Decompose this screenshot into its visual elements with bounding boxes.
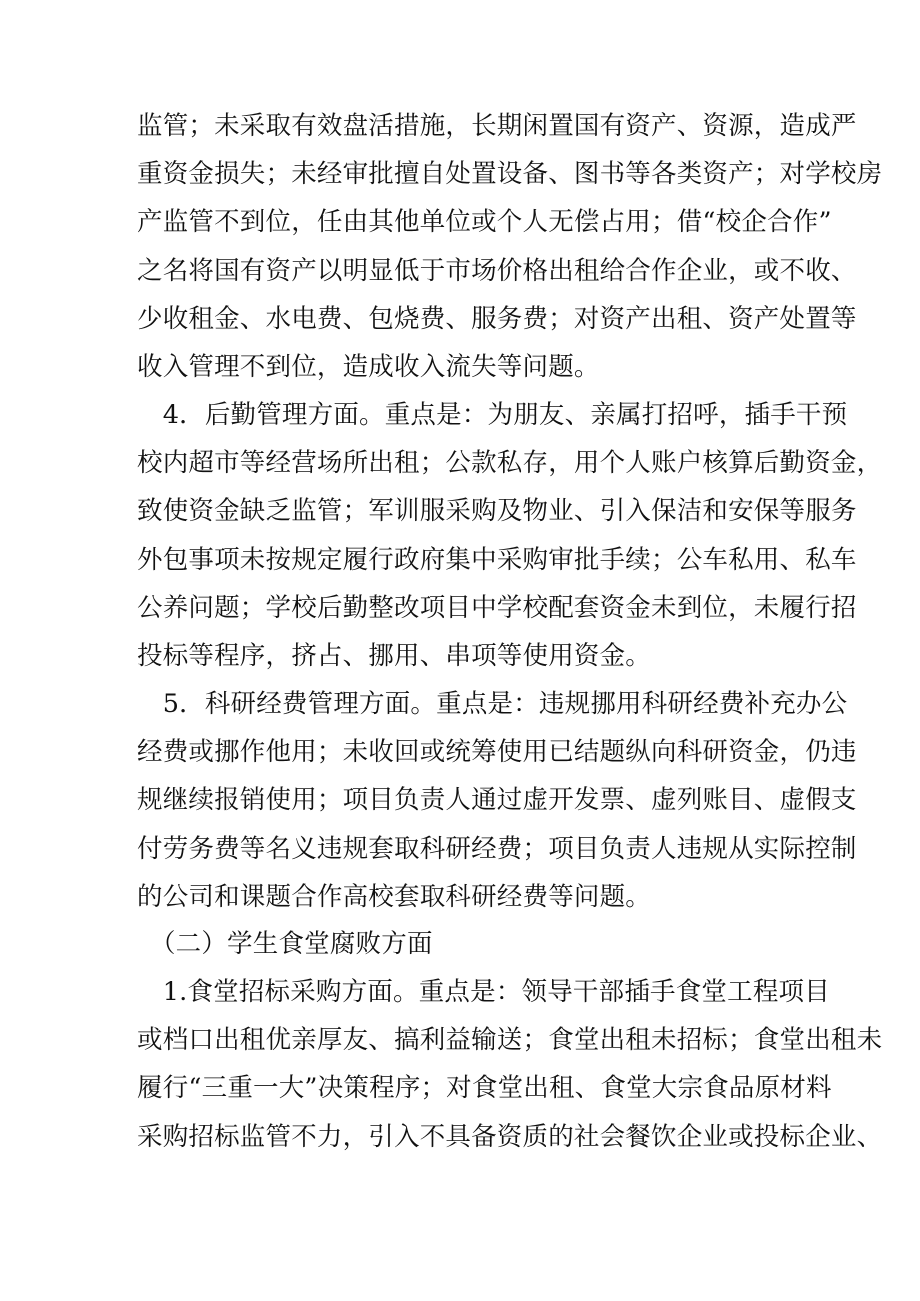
text-line: 经费或挪作他用；未收回或统筹使用已结题纵向科研资金，仍违 [137, 737, 857, 768]
text-line: 履行“三重一大”决策程序；对食堂出租、食堂大宗食品原材料 [137, 1073, 832, 1104]
text-line: 公养问题；学校后勤整改项目中学校配套资金未到位，未履行招 [137, 592, 857, 623]
text-line: 重资金损失；未经审批擅自处置设备、图书等各类资产；对学校房 [137, 159, 883, 190]
text-line: 5．科研经费管理方面。重点是：违规挪用科研经费补充办公 [137, 689, 848, 719]
text-line: 投标等程序，挤占、挪用、串项等使用资金。 [137, 640, 652, 671]
section-heading-student-canteen [137, 920, 797, 968]
paragraph-asset-management-continued [137, 102, 883, 391]
text-line: 产监管不到位，任由其他单位或个人无偿占用；借“校企合作” [137, 207, 832, 238]
text-line: 1.食堂招标采购方面。重点是：领导干部插手食堂工程项目 [137, 977, 830, 1007]
section-heading: （二）学生食堂腐败方面 [137, 929, 433, 959]
text-line: 规继续报销使用；项目负责人通过虚开发票、虚列账目、虚假支 [137, 785, 857, 816]
text-line: 致使资金缺乏监管；军训服采购及物业、引入保洁和安保等服务 [137, 496, 857, 527]
text-line: 之名将国有资产以明显低于市场价格出租给合作企业，或不收、 [137, 255, 857, 286]
text-line: 校内超市等经营场所出租；公款私存，用个人账户核算后勤资金， [137, 448, 883, 479]
text-line: 收入管理不到位，造成收入流失等问题。 [137, 351, 600, 382]
text-line: 的公司和课题合作高校套取科研经费等问题。 [137, 881, 652, 912]
text-line: 外包事项未按规定履行政府集中采购审批手续；公车私用、私车 [137, 544, 857, 575]
text-line: 少收租金、水电费、包烧费、服务费；对资产出租、资产处置等 [137, 303, 857, 334]
paragraph-item-1-canteen-bidding [137, 968, 883, 1161]
text-line: 采购招标监管不力，引入不具备资质的社会餐饮企业或投标企业、 [137, 1121, 883, 1152]
text-line: 监管；未采取有效盘活措施，长期闲置国有资产、资源，造成严 [137, 111, 857, 141]
text-line: 4．后勤管理方面。重点是：为朋友、亲属打招呼，插手干预 [137, 400, 848, 430]
paragraph-item-4-logistics [137, 391, 883, 680]
text-line: 付劳务费等名义违规套取科研经费；项目负责人违规从实际控制 [137, 833, 857, 864]
paragraph-item-5-research-funds [137, 680, 857, 921]
text-line: 或档口出租优亲厚友、搞利益输送；食堂出租未招标；食堂出租未 [137, 1025, 883, 1056]
